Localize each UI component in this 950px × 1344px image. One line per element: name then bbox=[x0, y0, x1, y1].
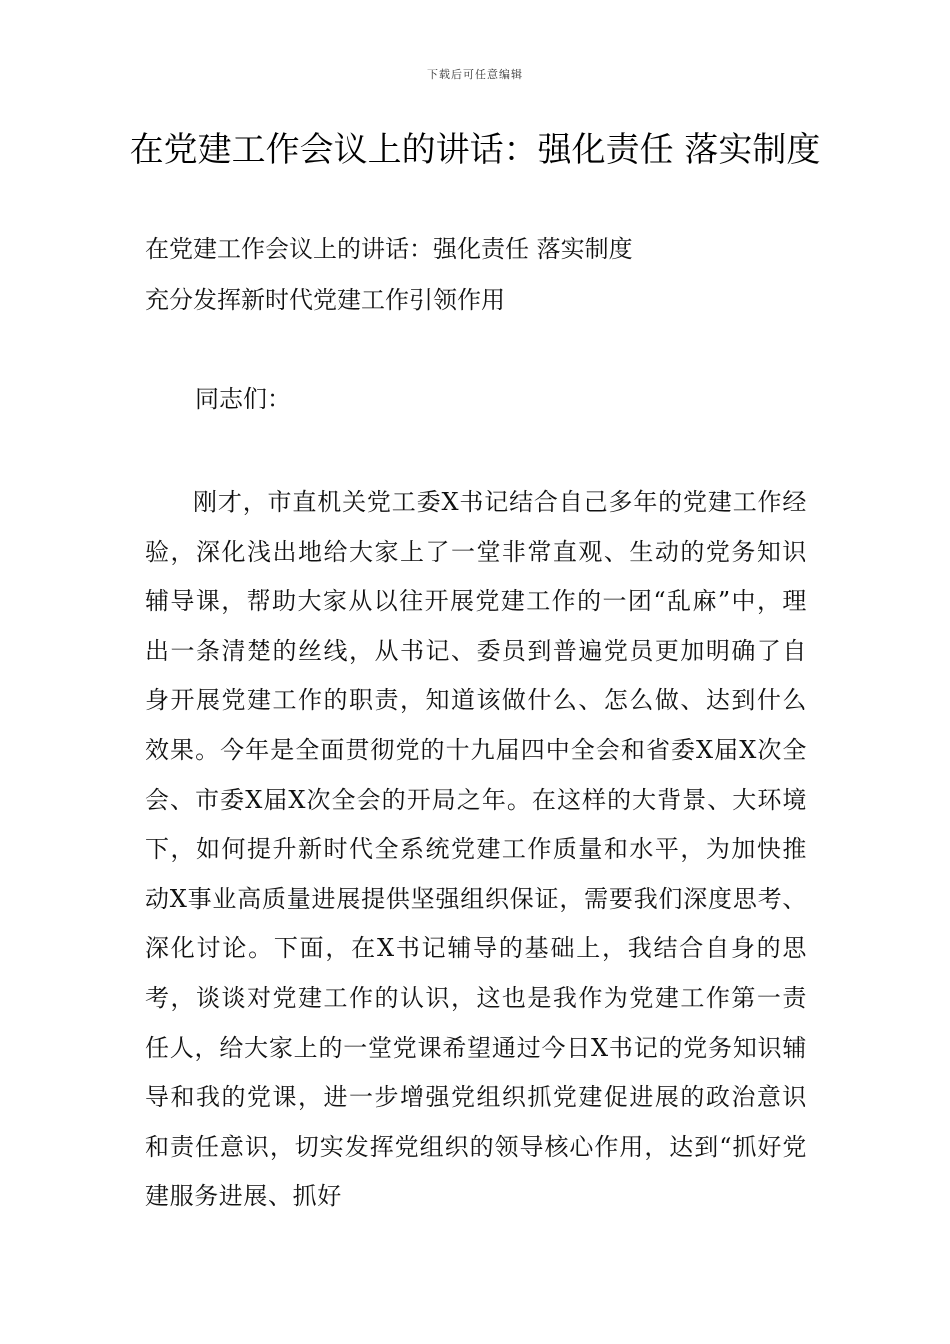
salutation: 同志们： bbox=[195, 385, 291, 413]
subtitle-line-1: 在党建工作会议上的讲话：强化责任 落实制度 bbox=[145, 235, 633, 263]
page-header-note: 下载后可任意编辑 bbox=[427, 68, 523, 81]
body-paragraph: 刚才，市直机关党工委X书记结合自己多年的党建工作经验，深化浅出地给大家上了一堂非常直观、生动的党务知识辅导课，帮助大家从以往开展党建工作的一团“乱麻”中，理出一条清楚的丝线，从书记、委员到普遍党员更加明确了自身开展党建工作的职责，知道该做什么、怎么做、达到什么效果。今年是全面贯彻党的十九届四中全会和省委X届X次全会、市委X届X次全会的开局之年。在这样的大背景、大环境下，如何提升新时代全系统党建工作质量和水平，为加快推动X事业高质量进展提供坚强组织保证，需要我们深度思考、深化讨论。下面，在X书记辅导的基础上，我结合自身的思考，谈谈对党建工作的认识，这也是我作为党建工作第一责任人，给大家上的一堂党课希望通过今日X书记的党务知识辅导和我的党课，进一步增强党组织抓党建促进展的政治意识和责任意识，切实发挥党组织的领导核心作用，达到“抓好党建服务进展、抓好 bbox=[145, 488, 807, 1211]
document-title: 在党建工作会议上的讲话：强化责任 落实制度 bbox=[129, 130, 821, 170]
subtitle-line-2: 充分发挥新时代党建工作引领作用 bbox=[145, 286, 505, 314]
